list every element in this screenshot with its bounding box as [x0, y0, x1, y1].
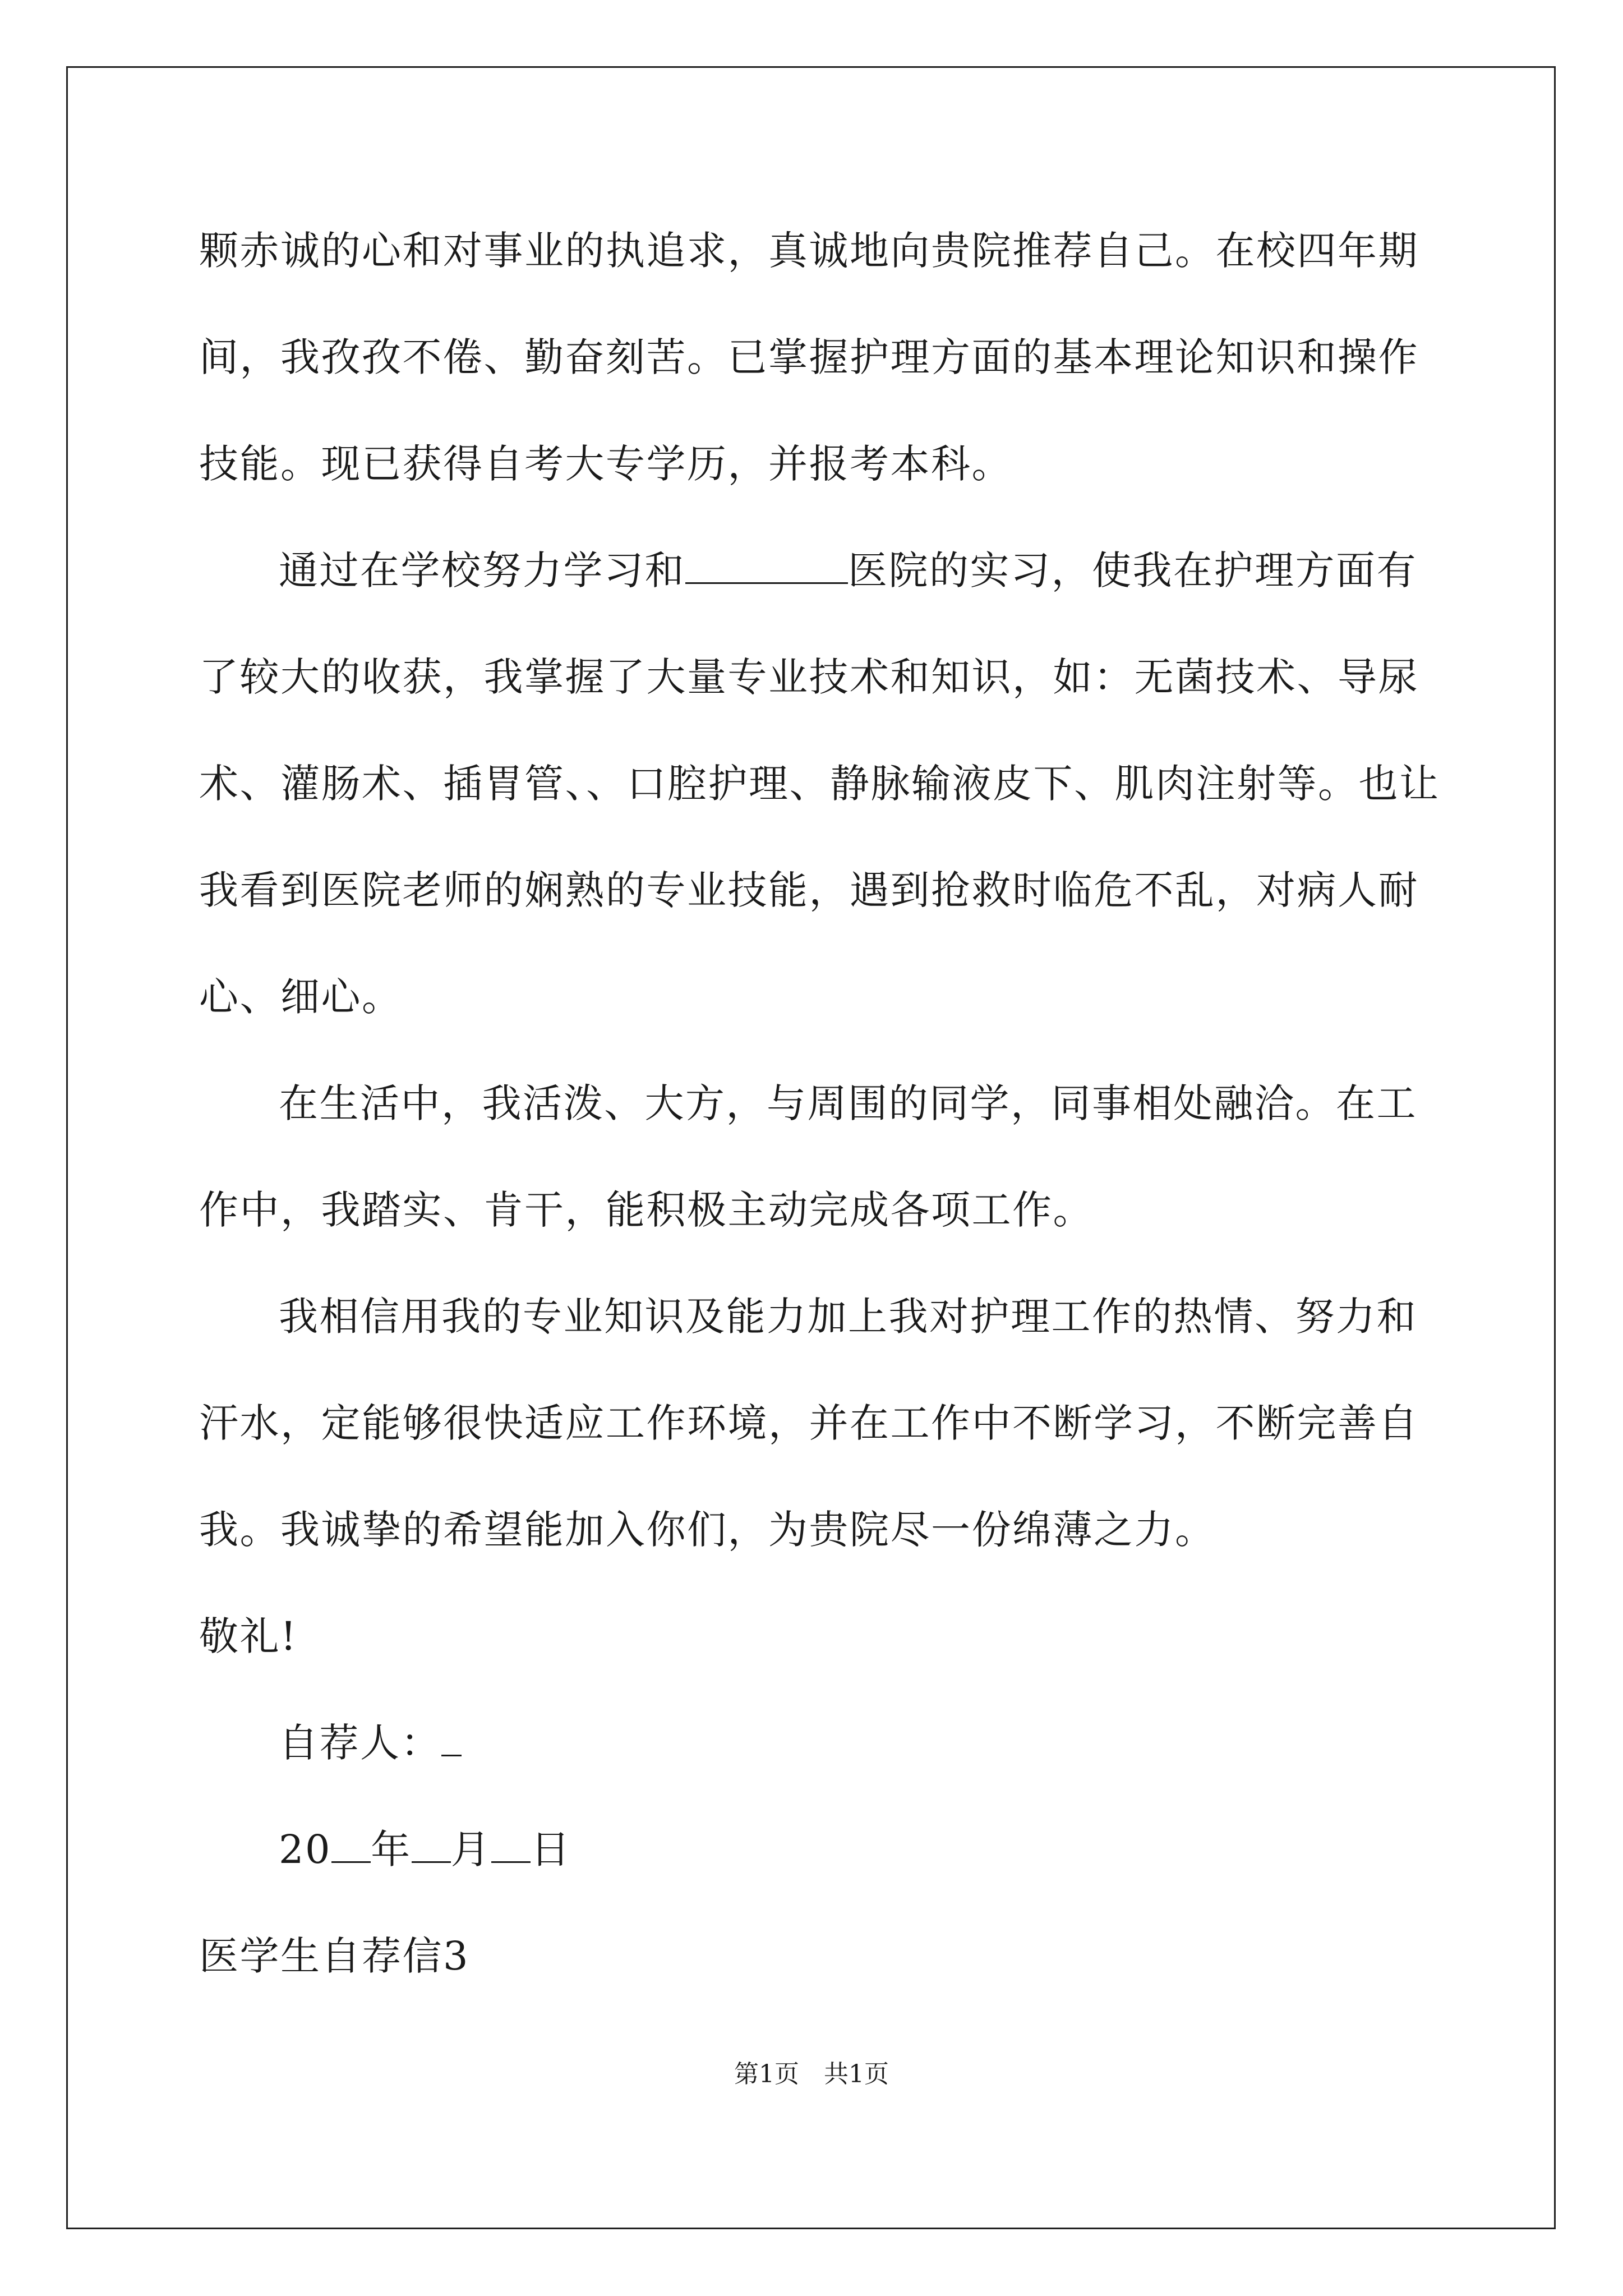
text-line: 颗赤诚的心和对事业的执追求，真诚地向贵院推荐自己。在校四年期: [199, 228, 1419, 274]
signature-line: [279, 1718, 462, 1768]
text-line: [279, 545, 1417, 596]
text-line: 我相信用我的专业知识及能力加上我对护理工作的热情、努力和: [279, 1294, 1417, 1340]
date-year-prefix: 20: [279, 1826, 332, 1872]
text-line: 术、灌肠术、插胃管、、口腔护理、静脉输液皮下、肌肉注射等。也让: [199, 761, 1440, 807]
text-line: 我看到医院老师的娴熟的专业技能，遇到抢救时临危不乱，对病人耐: [199, 867, 1419, 913]
signature-label: 自荐人：: [279, 1720, 441, 1766]
date-year-label: 年: [371, 1826, 412, 1872]
text-line: 技能。现已获得自考大专学历，并报考本科。: [199, 441, 1012, 487]
year-blank: [331, 1826, 371, 1863]
text-line: 间，我孜孜不倦、勤奋刻苦。已掌握护理方面的基本理论知识和操作: [199, 334, 1419, 380]
signature-blank: [441, 1720, 462, 1756]
text-line: 作中，我踏实、肯干，能积极主动完成各项工作。: [199, 1187, 1094, 1233]
text-line: 汗水，定能够很快适应工作环境，并在工作中不断学习，不断完善自: [199, 1400, 1419, 1446]
text-line: 在生活中，我活泼、大方，与周围的同学，同事相处融洽。在工: [279, 1080, 1417, 1126]
date-line: [279, 1824, 571, 1875]
page-number: 第1页 共1页: [734, 2060, 889, 2088]
month-blank: [412, 1826, 451, 1863]
salutation: 敬礼!: [199, 1613, 298, 1659]
date-day-label: 日: [531, 1826, 571, 1872]
fill-in-blank: [685, 547, 848, 584]
text-line: 我。我诚挚的希望能加入你们，为贵院尽一份绵薄之力。: [199, 1507, 1216, 1553]
page-border: [66, 66, 1556, 2229]
date-month-label: 月: [450, 1826, 492, 1872]
text-segment: 医院的实习，使我在护理方面有: [848, 547, 1417, 593]
section-heading: 医学生自荐信3: [199, 1933, 470, 1979]
text-segment: 通过在学校努力学习和: [279, 547, 685, 593]
text-line: 心、细心。: [199, 974, 403, 1020]
text-line: 了较大的收获，我掌握了大量专业技术和知识，如：无菌技术、导尿: [199, 654, 1419, 700]
day-blank: [491, 1826, 531, 1863]
